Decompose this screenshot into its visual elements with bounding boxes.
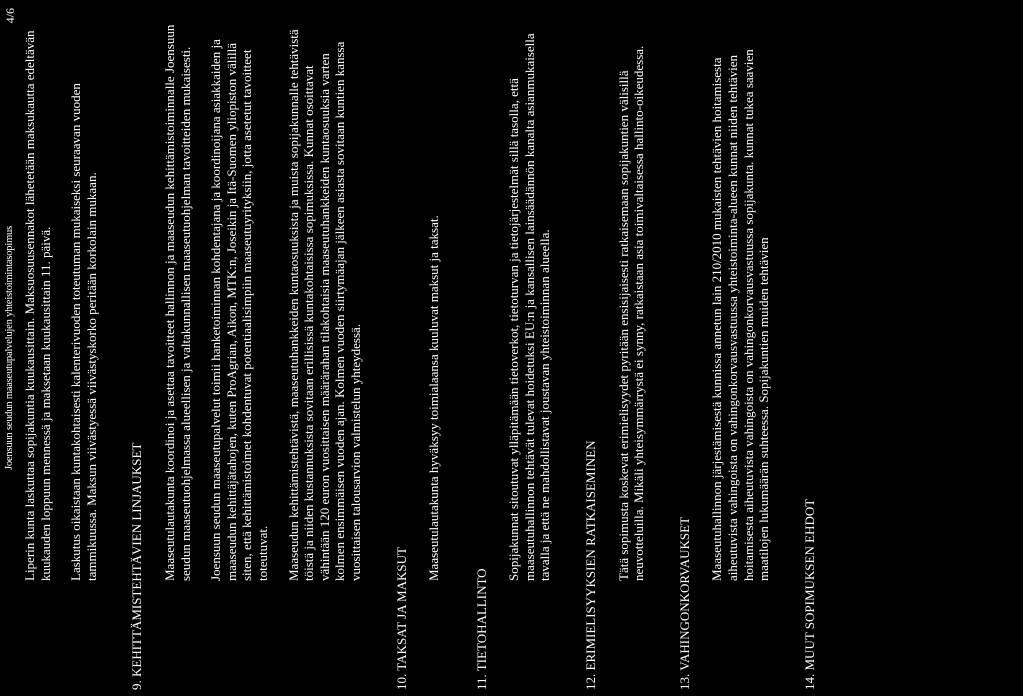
section-9-paragraph-1: Maaseutulautakunta koordinoi ja asettaa tavoitteet hallinnon ja maaseudun kehittämistoiminnalle Joensuun seudun maaseutuohjelmassa alueellisen ja valtakunnallisen maaseutuohjelman tavoitteiden mukaisesti. <box>161 24 193 581</box>
section-10-paragraph-1: Maaseutulautakunta hyväksyy toimialaansa kuuluvat maksut ja taksat. <box>426 215 442 581</box>
page-number: 4/6 <box>3 8 17 24</box>
section-9-paragraph-2: Joensuun seudun maaseutupalvelut toimii hanketoiminnan kohdentajana ja koordinoijana asiakkaiden ja maaseudun kehittäjätahojen, kuten ProAgrian, Aikon, MTK:n, Joseikin ja Itä-Suomen yliopiston välillä siten, että kehittämistoimet kohdentuvat potentiaalisimpiin maaseutuyrityksiin, jotta asetetut tavoitteet toteutuvat. <box>208 39 270 581</box>
intro-paragraph-2: Laskutus oikaistaan kuntakohtaisesti kalenterivuoden toteutuman mukaiseksi seuraavan vuoden tammikuussa. Maksun viivästyessä viivästyskorko peritään korkolain mukaan. <box>68 83 99 581</box>
section-heading-14: 14. MUUT SOPIMUKSEN EHDOT <box>801 498 817 690</box>
intro-paragraph-1: Liperin kunta laskuttaa sopijakuntia kuukausittain. Maksuosuusennakot lähetetään maksukautta edeltävän kuukauden loppuun mennessä ja maksetaan kuukausittain 11. päivä. <box>22 30 53 581</box>
section-9-paragraph-3: Maaseudun kehittämistehtävistä, maaseutuhankkeiden kuntaosuuksista ja muista sopijakunnalle tehtävistä töistä ja niiden kustannuksista sovitaan erillisissä kuntakohtaisissa sopimuksissa. Kunnat osoittavat vähintään 120 euron vuosittaisen määrärahan tilakohtaisia maaseutuhankkeiden kuntaosuuksia varten kolmen ensimmäisen vuoden ajan. Kolmen vuoden siirtymäajan jälkeen asiasta sovitaan kuntien kanssa vuosittaisen talousarvion valmistelun yhteydessä. <box>285 29 363 581</box>
section-12-paragraph-1: Tätä sopimusta koskevat erimielisyydet pyritään ensisijaisesti ratkaisemaan sopijakuntien välisillä neuvotteluilla. Mikäli yhteisymmärrystä ei synny, ratkaistaan asia toimivaltaisessa hallinto-oikeudessa. <box>615 45 647 581</box>
document-header: Joensuun seudun maaseutupalvelujen yhteistoimintasopimus <box>4 226 15 470</box>
section-heading-11: 11. TIETOHALLINTO <box>473 568 489 690</box>
section-heading-12: 12. ERIMIELISYYKSIEN RATKAISEMINEN <box>583 440 599 690</box>
document-body <box>22 22 834 690</box>
section-13-paragraph-1: Maaseutuhallinnon järjestämisestä kunnissa annetun lain 210/2010 mukaisten tehtävien hoitamisesta aiheutuvista vahingoista on vahingonkorvausvastuussa yhteistoiminta-alueen kunnat niiden tehtävien hoitamisesta aiheutuvista vahingoista on vahingonkorvausvastuussa sopijakunta. kunnat tukea saavien maatilojen lukumäärän suhteessa. Sopijakuntien muiden tehtävien <box>709 49 772 581</box>
section-heading-10: 10. TAKSAT JA MAKSUT <box>393 547 409 690</box>
section-heading-13: 13. VAHINGONKORVAUKSET <box>676 516 692 690</box>
section-heading-9: 9. KEHITTÄMISTEHTÄVIEN LINJAUKSET <box>129 442 145 690</box>
section-11-paragraph-1: Sopijakunnat sitoutuvat ylläpitämään tietoverkot, tietoturvan ja tietojärjestelmät sillä tasolla, että maaseutuhallinnon tehtävät tulevat hoidetuksi EU:n ja kansallisen lainsäädännön kanalta asianmukaisella tavalla ja että ne mahdollistavat joustavan yhteistoiminnan alueella. <box>506 33 553 581</box>
